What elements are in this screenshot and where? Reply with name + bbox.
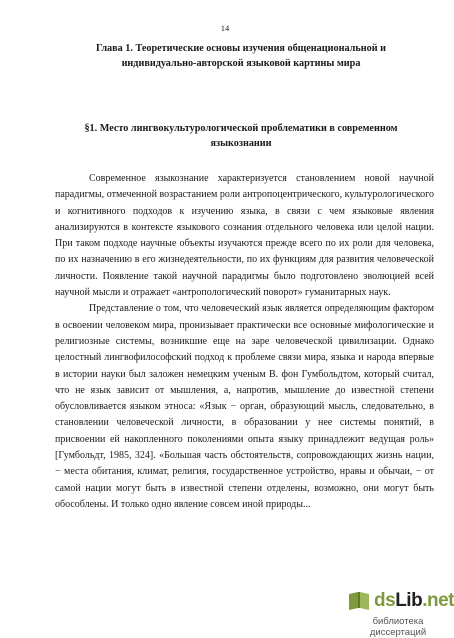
dslib-subtitle: библиотека диссертаций [369,616,427,638]
chapter-title: Глава 1. Теоретические основы изучения общенациональной и индивидуально-авторской языковой картины мира [95,43,387,69]
section-title: §1. Место лингвокультурологической проблематики в современном языкознании [84,123,398,149]
paragraph-2: Представление о том, что человеческий язык является определяющим фактором в освоении человеком мира, пронизывает практически все основные мифологические и религиозные системы, возникшие еще на заре человеческой цивилизации. Однако целостный лингвофилософский подход к проблеме связи мира, языка и народа впервые в истории науки был заложен немецким ученым В. фон Гумбольдтом, который считал, что не язык зависит от мышления, а, напротив, мышление до известной степени обусловливается языком этноса: «Язык − орган, образующий мысль, следовательно, в становлении человеческой личности, в образовании у нее системы понятий, в присвоении ей накопленного поколениями опыта языку принадлежит ведущая роль» [Гумбольдт, 1985, 324]. «Большая часть обстоятельств, сопровождающих жизнь нации, − места обитания, климат, религия, государственное устройство, нравы и обычаи, − от самой нации могут быть в известной степени отделены, возможно, они могут быть обособлены. И только одно явление совсем иной природы... [55,303,434,510]
dslib-logo-text: dsLib.net [374,590,454,611]
page-number: 14 [220,23,230,33]
body-text [55,171,434,510]
paragraph-1: Современное языкознание характеризуется становлением новой научной парадигмы, отмеченной возрастанием роли антропоцентрического, культурологического и когнитивного подходов к изучению языка, в связи с чем языковые явления анализируются в контексте языкового сознания отдельного человека или целой нации. При таком подходе научные объекты изучаются прежде всего по их роли для человека, по их назначению в его жизнедеятельности, по их функциям для развития человеческой личности. Появление такой научной парадигмы было подготовлено эволюцией всей научной мысли и отражает «антропологический поворот» гуманитарных наук. [55,173,434,299]
dslib-watermark[interactable] [346,588,454,638]
dslib-book-icon [346,590,372,612]
